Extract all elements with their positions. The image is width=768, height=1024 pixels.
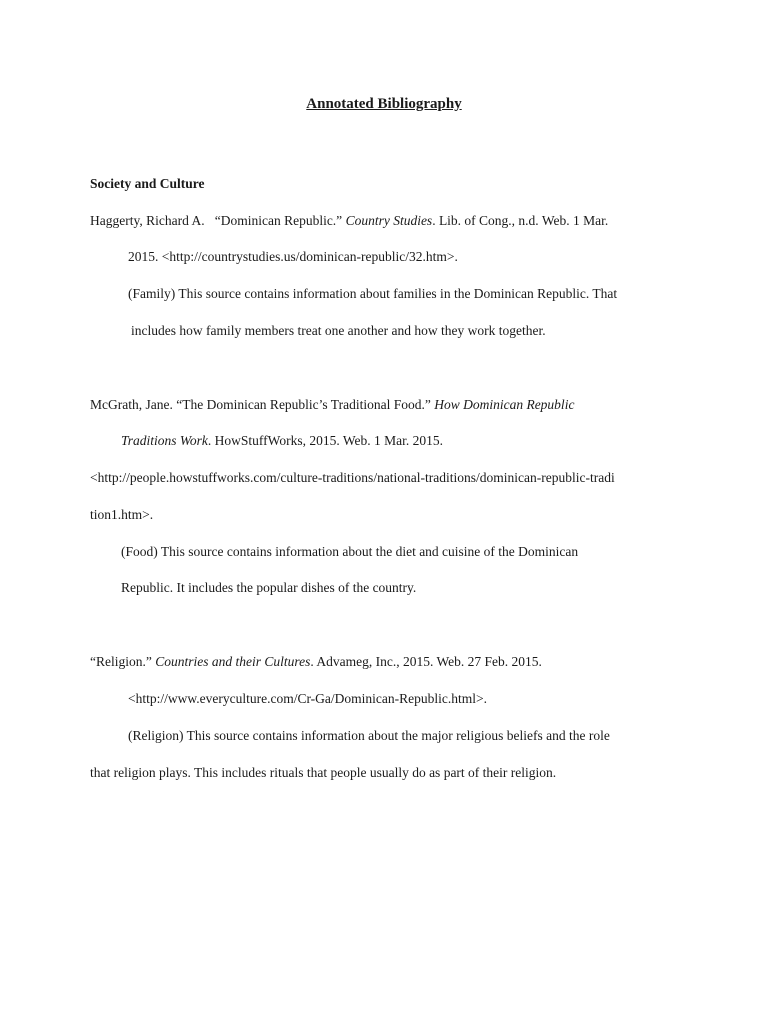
annotation-family-line-1: (Family) This source contains information about families in the Dominican Republic. That [128,286,618,301]
annotation-religion-line-2: that religion plays. This includes rituals that people usually do as part of their religion. [90,765,557,780]
citation-publication: . Advameg, Inc., 2015. Web. 27 Feb. 2015. [310,654,542,669]
citation-mcgrath-url-line-1: <http://people.howstuffworks.com/culture-traditions/national-traditions/dominican-republic-tradi [90,470,615,485]
section-heading: Society and Culture [90,176,205,191]
citation-mcgrath [90,395,574,415]
citation-publication: . Lib. of Cong., n.d. Web. 1 Mar. [432,213,609,228]
annotation-food-line-1: (Food) This source contains information about the diet and cuisine of the Dominican [121,544,579,559]
citation-haggerty-continued: 2015. <http://countrystudies.us/dominican-republic/32.htm>. [128,249,458,264]
annotation-family-line-2: includes how family members treat one another and how they work together. [131,323,546,338]
citation-haggerty [90,211,608,231]
annotation-religion-line-1: (Religion) This source contains information about the major religious beliefs and the role [128,728,610,743]
annotation-food-line-2: Republic. It includes the popular dishes of the country. [121,580,417,595]
citation-mcgrath-continued [121,431,443,451]
citation-article: “Religion.” [90,654,152,669]
citation-religion [90,652,542,672]
citation-container: Countries and their Cultures [155,654,311,669]
citation-article: “Dominican Republic.” [214,213,343,228]
document-title: Annotated Bibliography [306,96,462,112]
citation-religion-url: <http://www.everyculture.com/Cr-Ga/Dominican-Republic.html>. [128,691,487,706]
citation-author-article: McGrath, Jane. “The Dominican Republic’s Traditional Food.” [90,397,431,412]
citation-container-continued: Traditions Work [121,433,208,448]
citation-author: Haggerty, Richard A. [90,213,205,228]
citation-mcgrath-url-line-2: tion1.htm>. [90,507,154,522]
citation-publication: . HowStuffWorks, 2015. Web. 1 Mar. 2015. [207,433,443,448]
citation-container: How Dominican Republic [434,397,575,412]
citation-container: Country Studies [345,213,433,228]
